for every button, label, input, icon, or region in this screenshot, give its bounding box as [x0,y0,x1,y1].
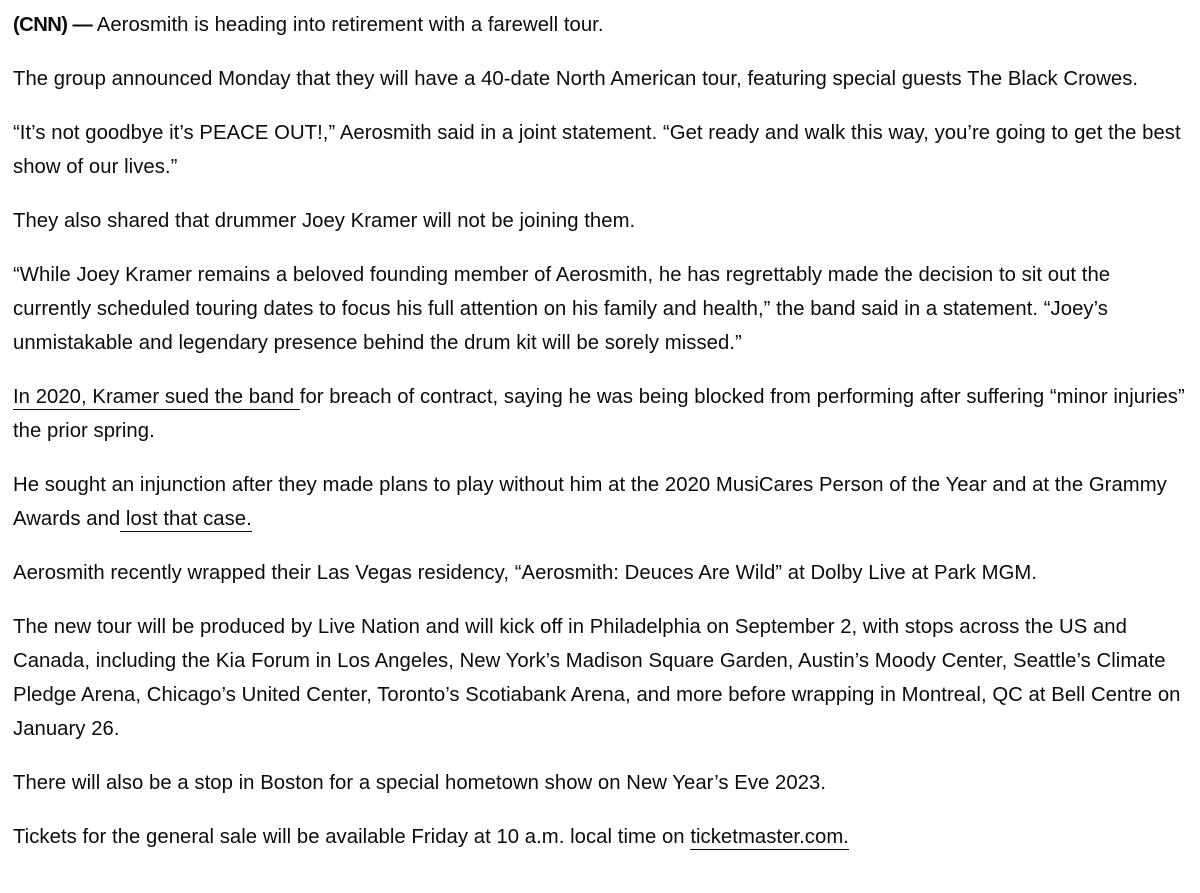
article-body [13,8,1185,874]
paragraph: “It’s not goodbye it’s PEACE OUT!,” Aerosmith said in a joint statement. “Get ready and walk this way, you’re going to get the best show of our lives.” [13,122,1181,178]
lawsuit-link[interactable]: In 2020, Kramer sued the band [13,386,300,408]
paragraph: “While Joey Kramer remains a beloved founding member of Aerosmith, he has regrettably made the decision to sit out the currently scheduled touring dates to focus his full attention on his family and health,” the band said in a statement. “Joey’s unmistakable and legendary presence behind the drum kit will be sorely missed.” [13,264,1111,354]
paragraph [13,820,1185,854]
paragraph: The new tour will be produced by Live Nation and will kick off in Philadelphia on September 2, with stops across the US and Canada, including the Kia Forum in Los Angeles, New York’s Madison Square Garden, Austin’s Moody Center, Seattle’s Climate Pledge Arena, Chicago’s United Center, Toronto’s Scotiabank Arena, and more before wrapping in Montreal, QC at Bell Centre on January 26. [13,616,1181,740]
paragraph [13,380,1185,448]
paragraph [13,468,1185,536]
paragraph-text: for breach of contract, saying he was being blocked from performing after suffering “minor injuries” the prior spring. [13,386,1185,442]
paragraph-text: Aerosmith is heading into retirement with a farewell tour. [92,14,604,36]
paragraph: There will also be a stop in Boston for a special hometown show on New Year’s Eve 2023. [13,772,827,794]
paragraph: They also shared that drummer Joey Kramer will not be joining them. [13,210,636,232]
paragraph-text: He sought an injunction after they made plans to play without him at the 2020 MusiCares Person of the Year and at the Grammy Awards and [13,474,1167,530]
paragraph-text: Tickets for the general sale will be available Friday at 10 a.m. local time on [13,826,691,848]
lost-case-link[interactable]: lost that case. [120,508,252,530]
paragraph [13,8,1185,42]
source-label: (CNN) — [13,14,93,36]
paragraph: The group announced Monday that they will have a 40-date North American tour, featuring special guests The Black Crowes. [13,68,1139,90]
paragraph: Aerosmith recently wrapped their Las Vegas residency, “Aerosmith: Deuces Are Wild” at Dolby Live at Park MGM. [13,562,1038,584]
ticketmaster-link[interactable]: ticketmaster.com. [690,826,849,848]
